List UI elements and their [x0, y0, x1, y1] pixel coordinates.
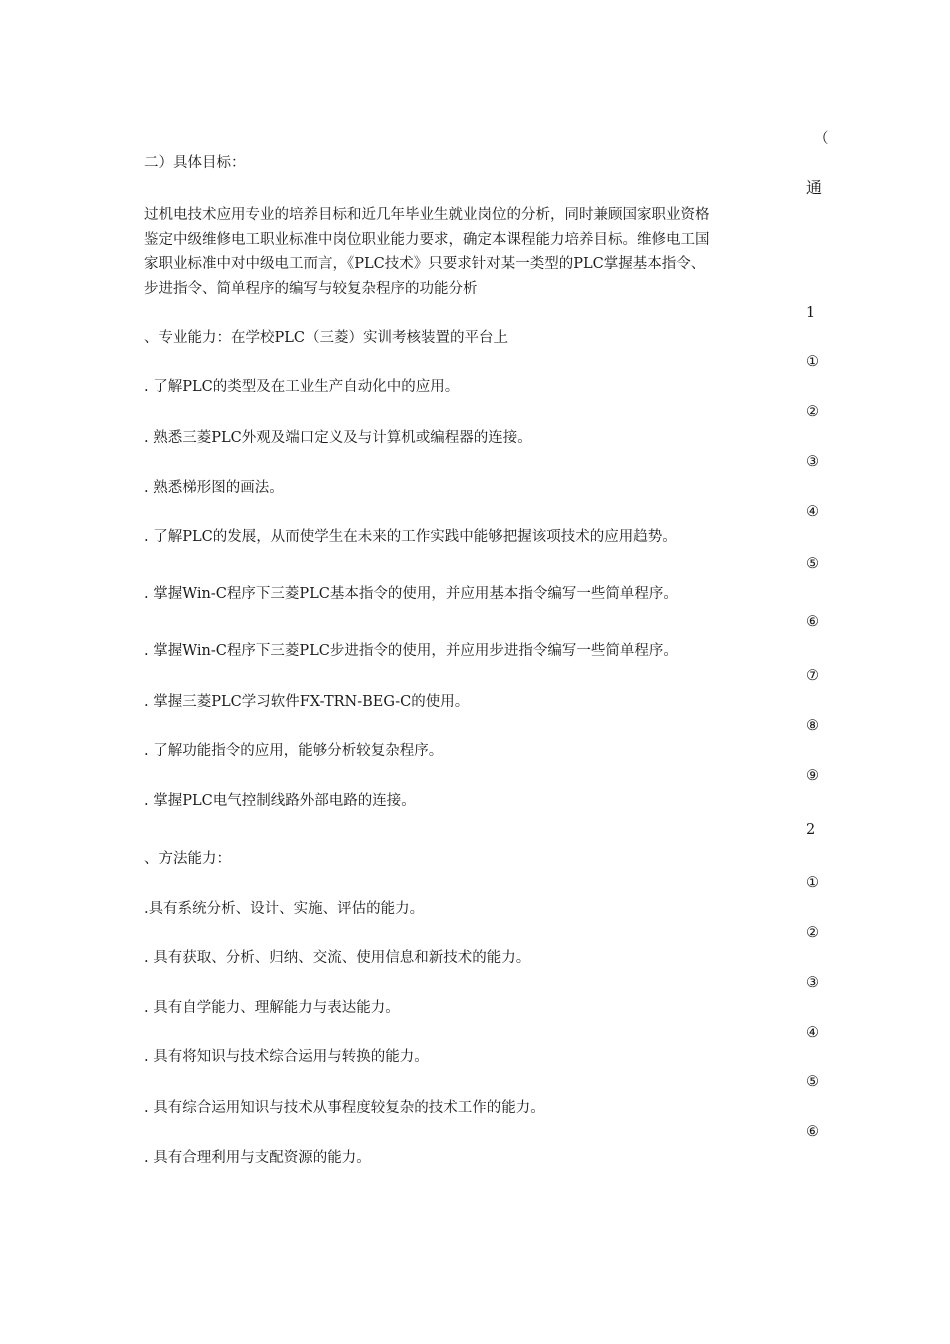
method-item: . 具有自学能力、理解能力与表达能力。 — [144, 1000, 400, 1016]
margin-circled-number: ⑧ — [806, 718, 819, 734]
margin-circled-number: ⑦ — [806, 668, 819, 684]
margin-tong: 通 — [806, 178, 823, 197]
professional-item: . 了解PLC的发展，从而使学生在未来的工作实践中能够把握该项技术的应用趋势。 — [144, 529, 677, 545]
margin-circled-number: ② — [806, 925, 819, 941]
margin-circled-number: ① — [806, 875, 819, 891]
professional-item: . 掌握三菱PLC学习软件FX-TRN-BEG-C的使用。 — [144, 694, 470, 710]
section-heading: 二）具体目标： — [144, 155, 246, 171]
margin-circled-number: ⑥ — [806, 614, 819, 630]
method-title: 、方法能力： — [144, 851, 231, 867]
method-item: . 具有获取、分析、归纳、交流、使用信息和新技术的能力。 — [144, 950, 531, 966]
professional-title: 、专业能力：在学校PLC（三菱）实训考核装置的平台上 — [144, 330, 508, 346]
professional-item: . 掌握Win-C程序下三菱PLC步进指令的使用，并应用步进指令编写一些简单程序。 — [144, 643, 678, 659]
margin-circled-number: ⑤ — [806, 556, 819, 572]
professional-item: . 熟悉三菱PLC外观及端口定义及与计算机或编程器的连接。 — [144, 430, 532, 446]
intro-line: 过机电技术应用专业的培养目标和近几年毕业生就业岗位的分析，同时兼顾国家职业资格 — [144, 207, 710, 223]
margin-circled-number: ③ — [806, 454, 819, 470]
method-item: . 具有综合运用知识与技术从事程度较复杂的技术工作的能力。 — [144, 1100, 545, 1116]
margin-circled-number: ⑤ — [806, 1074, 819, 1090]
margin-circled-number: ⑥ — [806, 1124, 819, 1140]
margin-circled-number: ② — [806, 404, 819, 420]
professional-item: . 掌握PLC电气控制线路外部电路的连接。 — [144, 793, 416, 809]
margin-circled-number: ① — [806, 354, 819, 370]
margin-number-2: 2 — [806, 822, 816, 838]
intro-line: 家职业标准中对中级电工而言，《PLC技术》只要求针对某一类型的PLC掌握基本指令、 — [144, 256, 706, 272]
intro-line: 鉴定中级维修电工职业标准中岗位职业能力要求，确定本课程能力培养目标。维修电工国 — [144, 231, 710, 248]
method-item: . 具有将知识与技术综合运用与转换的能力。 — [144, 1049, 429, 1065]
professional-item: . 熟悉梯形图的画法。 — [144, 480, 284, 496]
intro-line: 步进指令、简单程序的编写与较复杂程序的功能分析 — [144, 280, 478, 297]
margin-circled-number: ④ — [806, 1025, 819, 1041]
professional-item: . 掌握Win-C程序下三菱PLC基本指令的使用，并应用基本指令编写一些简单程序。 — [144, 586, 678, 602]
intro-paragraph — [144, 203, 804, 301]
margin-circled-number: ⑨ — [806, 768, 819, 784]
professional-item: . 了解功能指令的应用，能够分析较复杂程序。 — [144, 743, 444, 759]
margin-circled-number: ④ — [806, 504, 819, 520]
margin-paren: （ — [814, 131, 829, 147]
method-item: . 具有合理利用与支配资源的能力。 — [144, 1150, 371, 1166]
margin-number-1: 1 — [806, 305, 816, 321]
method-item: .具有系统分析、设计、实施、评估的能力。 — [144, 901, 425, 917]
margin-circled-number: ③ — [806, 975, 819, 991]
professional-item: . 了解PLC的类型及在工业生产自动化中的应用。 — [144, 379, 460, 395]
